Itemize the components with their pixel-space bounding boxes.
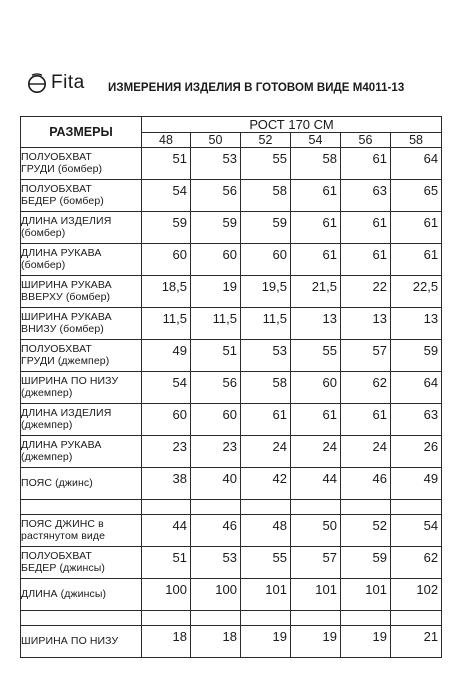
measurement-label [21,404,142,436]
measurement-value: 64 [391,372,442,404]
measurement-value: 51 [191,340,241,372]
measurement-label [21,340,142,372]
measurement-label-line: БЕДЕР (бомбер) [21,194,104,207]
measurement-label-line: ПОЯС (джинс) [21,476,93,489]
measurement-value [191,500,241,515]
table-row [21,404,442,436]
table-row [21,579,442,611]
measurement-value: 63 [341,180,391,212]
measurement-label-line: ВНИЗУ (бомбер) [21,322,104,335]
measurement-value: 55 [241,547,291,579]
measurement-value: 38 [142,468,191,500]
measurement-value: 101 [291,579,341,611]
table-header-row [21,117,442,133]
measurement-value: 50 [291,515,341,547]
measurement-value [391,500,442,515]
measurement-label-line: ДЛИНА РУКАВА [21,439,102,451]
measurement-value: 61 [291,180,341,212]
measurement-value: 58 [291,148,341,180]
table-row [21,308,442,340]
measurement-label [21,276,142,308]
measurement-value: 61 [291,404,341,436]
measurement-value: 54 [142,372,191,404]
brand-logo [26,72,85,94]
measurement-value: 24 [341,436,391,468]
measurement-value: 65 [391,180,442,212]
measurement-value: 55 [241,148,291,180]
measurement-value: 13 [341,308,391,340]
measurement-label-line: ГРУДИ (бомбер) [21,162,103,175]
measurement-value: 62 [341,372,391,404]
measurement-label [21,148,142,180]
table-row [21,626,442,658]
measurement-value: 60 [191,244,241,276]
measurement-label-line: (джемпер) [21,418,73,431]
measurement-value [191,611,241,626]
measurement-label [21,308,142,340]
measurement-value [341,500,391,515]
measurement-value: 61 [291,244,341,276]
measurement-value: 53 [191,547,241,579]
measurement-label [21,468,142,500]
measurement-label [21,244,142,276]
height-header: РОСТ 170 СМ [142,117,442,133]
measurement-label [21,372,142,404]
measurement-label [21,515,142,547]
measurement-label-line: растянутом виде [21,529,106,542]
measurement-value: 63 [391,404,442,436]
measurement-value: 48 [241,515,291,547]
measurement-label [21,579,142,611]
measurement-label-line: ПОЯС ДЖИНС в [21,518,104,530]
measurement-value: 46 [341,468,391,500]
size-header-cell: 48 [142,133,191,148]
measurement-label-line: ПОЛУОБХВАТ [21,151,92,163]
measurement-value: 61 [391,212,442,244]
measurement-value [291,611,341,626]
measurement-value: 46 [191,515,241,547]
measurement-value: 61 [391,244,442,276]
brand-name: Fita [51,72,85,93]
measurement-value: 60 [291,372,341,404]
table-row [21,468,442,500]
measurement-value: 13 [391,308,442,340]
measurement-value: 21 [391,626,442,658]
measurement-label-line: (бомбер) [21,258,66,271]
document-header [26,70,440,104]
measurement-label-line: ШИРИНА РУКАВА [21,311,112,323]
measurement-value: 22 [341,276,391,308]
measurement-value: 60 [142,244,191,276]
measurement-label-line: (бомбер) [21,226,66,239]
measurement-value [241,500,291,515]
measurement-value [142,611,191,626]
measurement-value: 51 [142,547,191,579]
measurement-value: 18,5 [142,276,191,308]
size-header-cell: 52 [241,133,291,148]
measurement-value: 60 [191,404,241,436]
table-row [21,148,442,180]
measurement-label-line: ГРУДИ (джемпер) [21,354,110,367]
measurement-value: 101 [241,579,291,611]
measurement-label [21,611,142,626]
measurement-label-line: БЕДЕР (джинсы) [21,561,105,574]
table-row [21,611,442,626]
measurement-value: 23 [142,436,191,468]
measurement-label-line: ПОЛУОБХВАТ [21,183,92,195]
measurement-value: 52 [341,515,391,547]
measurement-label [21,626,142,658]
table-row [21,212,442,244]
measurement-value: 40 [191,468,241,500]
measurement-label-line: ПОЛУОБХВАТ [21,343,92,355]
measurement-value: 55 [291,340,341,372]
table-row [21,276,442,308]
measurement-label-line: (джемпер) [21,386,73,399]
measurement-label-line: (джемпер) [21,450,73,463]
measurement-value: 59 [191,212,241,244]
table-row [21,180,442,212]
measurement-label-line: ВВЕРХУ (бомбер) [21,290,111,303]
measurement-value: 54 [142,180,191,212]
table-row [21,340,442,372]
measurement-value: 61 [341,244,391,276]
measurement-value: 59 [391,340,442,372]
measurement-value [341,611,391,626]
measurement-value: 26 [391,436,442,468]
measurement-label-line: ДЛИНА РУКАВА [21,247,102,259]
measurement-value: 64 [391,148,442,180]
measurement-value: 61 [341,404,391,436]
measurement-label [21,212,142,244]
measurement-value: 19 [241,626,291,658]
measurement-value: 61 [341,148,391,180]
table-row [21,547,442,579]
measurement-value: 100 [191,579,241,611]
measurement-value: 59 [341,547,391,579]
measurement-value [142,500,191,515]
measurement-value: 42 [241,468,291,500]
measurement-value: 57 [341,340,391,372]
measurement-value: 11,5 [142,308,191,340]
measurement-label-line: ДЛИНА (джинсы) [21,587,107,600]
document-title: ИЗМЕРЕНИЯ ИЗДЕЛИЯ В ГОТОВОМ ВИДЕ М4011-13 [108,82,405,94]
measurement-value [391,611,442,626]
table-row [21,515,442,547]
table-row [21,500,442,515]
measurement-value: 11,5 [241,308,291,340]
measurement-value: 61 [341,212,391,244]
measurement-value: 102 [391,579,442,611]
measurement-value: 18 [191,626,241,658]
measurement-value: 62 [391,547,442,579]
measurement-value: 56 [191,180,241,212]
measurement-value: 100 [142,579,191,611]
measurement-value: 19 [191,276,241,308]
measurement-label-line: ШИРИНА ПО НИЗУ [21,375,119,387]
measurement-value: 13 [291,308,341,340]
measurement-value: 53 [241,340,291,372]
measurement-label [21,436,142,468]
measurement-value: 61 [291,212,341,244]
measurement-value: 23 [191,436,241,468]
table-row [21,244,442,276]
measurement-value: 56 [191,372,241,404]
measurement-label-line: ШИРИНА РУКАВА [21,279,112,291]
measurement-value: 59 [241,212,291,244]
measurement-label [21,547,142,579]
measurement-label-line: ШИРИНА ПО НИЗУ [21,634,119,647]
measurement-value: 58 [241,180,291,212]
size-header-cell: 58 [391,133,442,148]
measurement-label-line: ДЛИНА ИЗДЕЛИЯ [21,407,112,419]
measurement-value: 24 [291,436,341,468]
measurement-value: 51 [142,148,191,180]
measurement-value: 101 [341,579,391,611]
measurement-value: 61 [241,404,291,436]
size-header-cell: 56 [341,133,391,148]
size-header-cell: 54 [291,133,341,148]
measurement-value: 21,5 [291,276,341,308]
measurement-value: 57 [291,547,341,579]
size-header-cell: 50 [191,133,241,148]
measurement-label-line: ДЛИНА ИЗДЕЛИЯ [21,215,112,227]
table-row [21,436,442,468]
measurement-value: 53 [191,148,241,180]
measurement-value: 24 [241,436,291,468]
measurement-value: 18 [142,626,191,658]
measurement-value: 49 [391,468,442,500]
measurement-label-line: ПОЛУОБХВАТ [21,550,92,562]
measurement-value: 59 [142,212,191,244]
measurement-value: 54 [391,515,442,547]
measurement-value: 19 [341,626,391,658]
measurement-value [241,611,291,626]
measurement-value: 19,5 [241,276,291,308]
measurement-value: 49 [142,340,191,372]
measurement-value: 60 [241,244,291,276]
measurement-label [21,180,142,212]
measurement-value: 60 [142,404,191,436]
table-row [21,372,442,404]
measurement-value: 44 [291,468,341,500]
sizes-header: РАЗМЕРЫ [21,117,142,148]
brand-logo-icon [26,72,48,94]
measurement-value [291,500,341,515]
measurement-label [21,500,142,515]
measurement-value: 19 [291,626,341,658]
measurement-value: 58 [241,372,291,404]
size-table [20,116,442,658]
measurement-value: 11,5 [191,308,241,340]
measurement-value: 44 [142,515,191,547]
measurement-value: 22,5 [391,276,442,308]
